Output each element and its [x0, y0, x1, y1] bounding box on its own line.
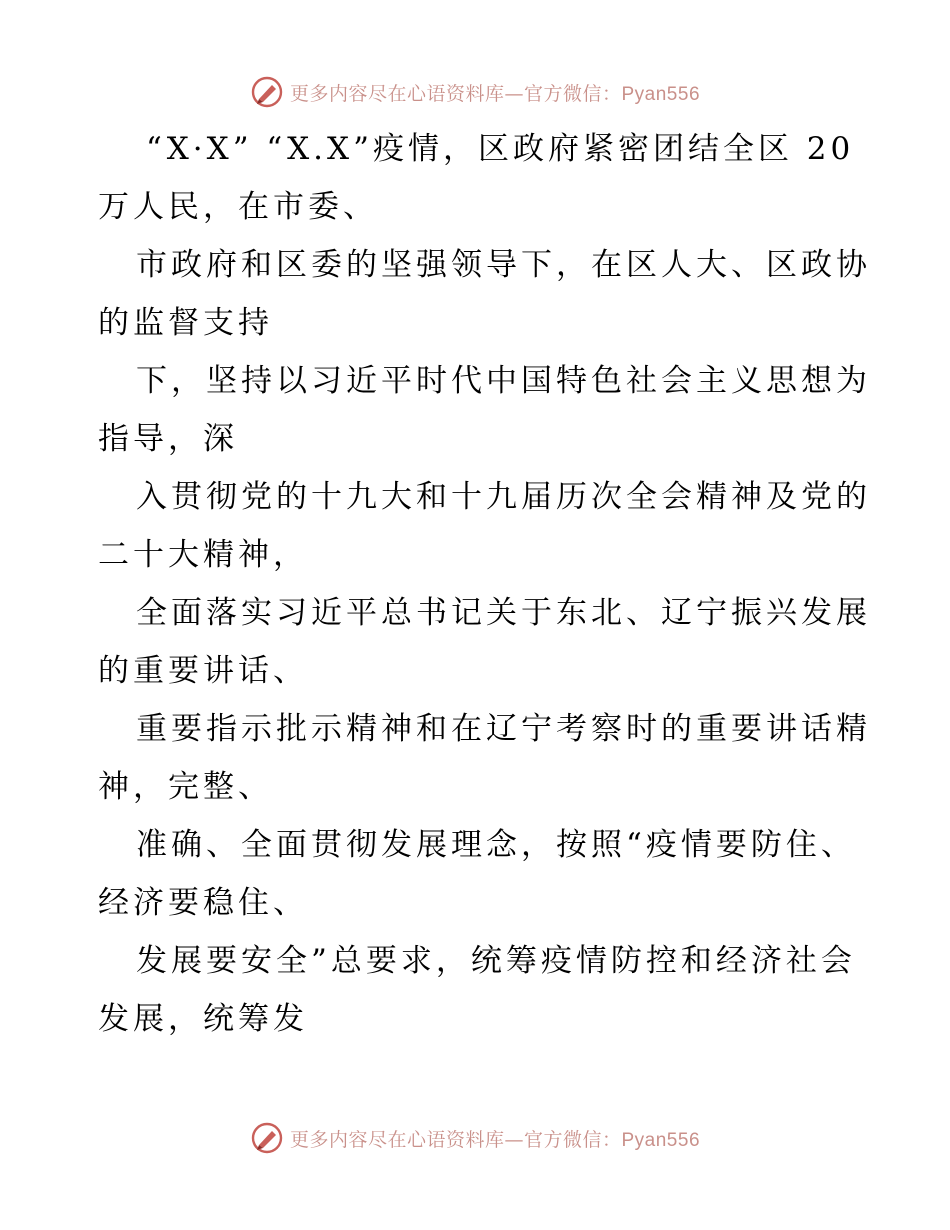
watermark-text: 更多内容尽在心语资料库—官方微信：Pyan556	[289, 82, 701, 105]
pen-logo-icon	[250, 75, 284, 109]
text-line: 下，坚持以习近平时代中国特色社会主义思想为	[136, 363, 871, 399]
text-line: 神，完整、	[98, 769, 273, 805]
text-line: 重要指示批示精神和在辽宁考察时的重要讲话精	[136, 711, 871, 747]
document-body	[98, 120, 871, 1048]
text-line: 入贯彻党的十九大和十九届历次全会精神及党的	[136, 479, 871, 515]
text-line: “X·X” “X.X”疫情，区政府紧密团结全区 20	[146, 131, 855, 167]
footer-watermark	[0, 1118, 950, 1158]
text-line: 指导，深	[98, 421, 238, 457]
text-line: 发展，统筹发	[98, 1001, 308, 1037]
text-line: 二十大精神，	[98, 537, 308, 573]
text-line: 经济要稳住、	[98, 885, 308, 921]
text-line: 发展要安全”总要求，统筹疫情防控和经济社会	[136, 943, 856, 979]
text-line: 准确、全面贯彻发展理念，按照“疫情要防住、	[136, 827, 856, 863]
header-watermark	[0, 72, 950, 112]
text-line: 市政府和区委的坚强领导下，在区人大、区政协	[136, 247, 871, 283]
text-line: 万人民，在市委、	[98, 189, 378, 225]
text-line: 的监督支持	[98, 305, 273, 341]
text-line: 全面落实习近平总书记关于东北、辽宁振兴发展	[136, 595, 871, 631]
watermark-text: 更多内容尽在心语资料库—官方微信：Pyan556	[289, 1128, 701, 1151]
text-line: 的重要讲话、	[98, 653, 308, 689]
pen-logo-icon	[250, 1121, 284, 1155]
